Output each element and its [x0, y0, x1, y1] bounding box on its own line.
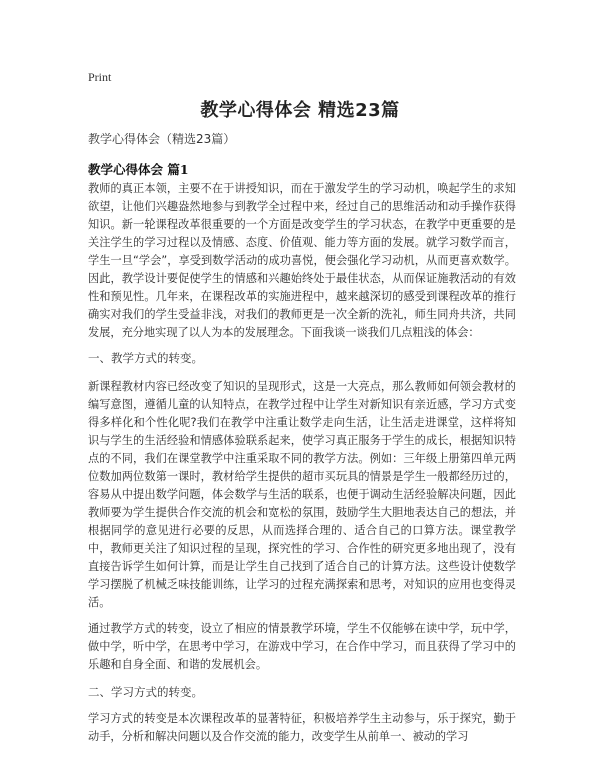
subheading-learning-method: 二、学习方式的转变。 [88, 685, 203, 699]
print-link[interactable]: Print [88, 70, 112, 84]
paragraph-teaching-method: 新课程教材内容已经改变了知识的呈现形式，这是一大亮点，那么教师如何领会教材的编写意图，遵循儿童的认知特点，在教学过程中让学生对新知识有亲近感，学习方式变得多样化和个性化呢?我们在教学中注重让数学走向生活，让生活走进课堂，这样将知识与学生的生活经验和情感体验联系起来，使学习真正服务于学生的成长，根据知识特点的不同，我们在课堂教学中注重采取不同的教学方法。例如：三年级上册第四单元两位数加两位数第一课时，教材给学生提供的超市买玩具的情景是学生一般都经历过的，容易从中提出数学问题，体会数学与生活的联系，也便于调动生活经验解决问题，因此教师要为学生提供合作交流的机会和宽松的氛围，鼓励学生大胆地表达自己的想法，并根据同学的意见进行必要的反思，从而选择合理的、适合自己的口算方法。课堂教学中，教师更关注了知识过程的呈现，探究性的学习、合作性的研究更多地出现了，没有直接告诉学生如何计算，而是让学生自己找到了适合自己的计算方法。这些设计使数学学习摆脱了机械乏味技能训练，让学习的过程充满探索和思考，对知识的应用也变得灵活。 [88, 380, 516, 609]
page-title: 教学心得体会 精选23篇 [200, 100, 400, 121]
paragraph-teaching-summary: 通过教学方式的转变，设立了相应的情景教学环境，学生不仅能够在读中学，玩中学，做中学，听中学，在思考中学习，在游戏中学习，在合作中学习，而且获得了学习中的乐趣和自身全面、和谐的发展机会。 [88, 622, 516, 671]
paragraph-learning-method: 学习方式的转变是本次课程改革的显著特征，积极培养学生主动参与，乐于探究，勤于动手，分析和解决问题以及合作交流的能力，改变学生从前单一、被动的学习 [88, 712, 516, 743]
document-subtitle: 教学心得体会（精选23篇） [88, 132, 236, 146]
section-heading: 教学心得体会 篇1 [88, 162, 189, 177]
paragraph-intro: 教师的真正本领，主要不在于讲授知识，而在于激发学生的学习动机，唤起学生的求知欲望，让他们兴趣盎然地参与到教学全过程中来，经过自己的思维活动和动手操作获得知识。新一轮课程改革很重要的一个方面是改变学生的学习状态，在教学中更重要的是关注学生的学习过程以及情感、态度、价值观、能力等方面的发展。就学习数学而言，学生一旦“学会”，享受到数学活动的成功喜悦，便会强化学习动机，从而更喜欢数学。因此，教学设计要促使学生的情感和兴趣始终处于最佳状态，从而保证施教活动的有效性和预见性。几年来，在课程改革的实施进程中，越来越深切的感受到课程改革的推行确实对我们的学生受益非浅，对我们的教师更是一次全新的洗礼，师生同舟共济，共同发展，充分地实现了以人为本的发展理念。下面我谈一谈我们几点粗浅的体会： [88, 182, 516, 339]
subheading-teaching-method: 一、教学方式的转变。 [88, 351, 203, 365]
